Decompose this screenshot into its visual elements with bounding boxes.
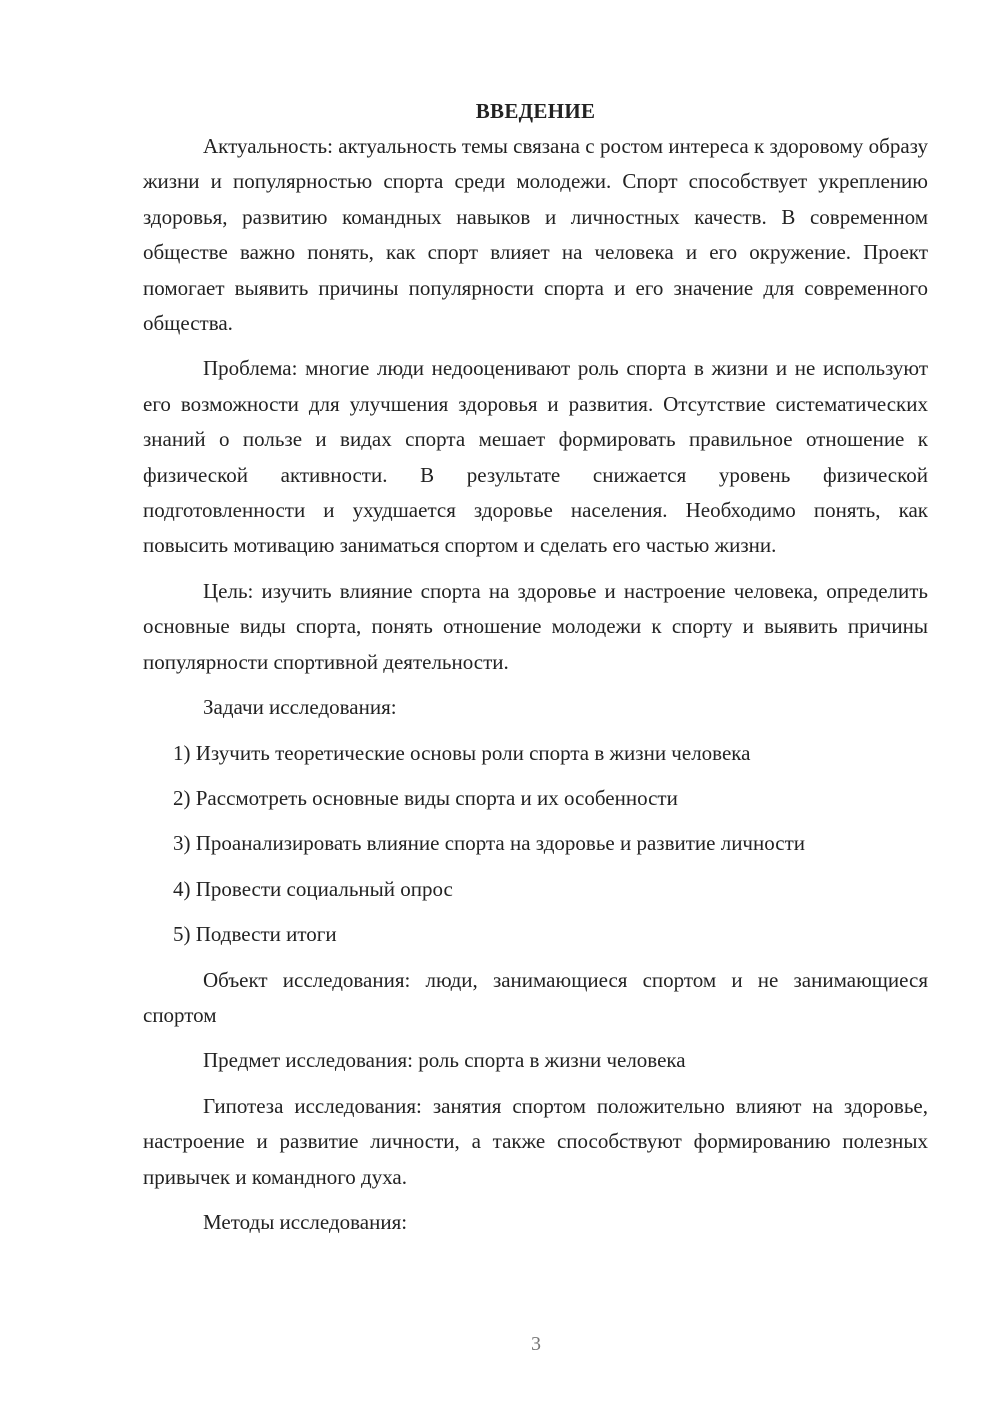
task-item: 2) Рассмотреть основные виды спорта и их особенности — [173, 785, 678, 810]
task-item: 1) Изучить теоретические основы роли спорта в жизни человека — [173, 740, 751, 765]
goal-paragraph: Цель: изучить влияние спорта на здоровье и настроение человека, определить основные виды спорта, понять отношение молодежи к спорту и выявить причины популярности спортивной деятельности. — [143, 578, 928, 674]
tasks-heading: Задачи исследования: — [203, 695, 397, 720]
task-item: 5) Подвести итоги — [173, 922, 337, 947]
methods-heading: Методы исследования: — [203, 1209, 408, 1234]
problem-paragraph: Проблема: многие люди недооценивают роль спорта в жизни и не используют его возможности для улучшения здоровья и развития. Отсутствие систематических знаний о пользе и видах спорта мешает формировать правильное отношение к физической активности. В результате снижается уровень физической подготовленности и ухудшается здоровье населения. Необходимо понять, как повысить мотивацию заниматься спортом и сделать его частью жизни. — [143, 356, 928, 558]
page-number: 3 — [531, 1333, 541, 1355]
document-page — [143, 96, 928, 1250]
hypothesis-paragraph: Гипотеза исследования: занятия спортом положительно влияют на здоровье, настроение и развитие личности, а также способствуют формированию полезных привычек и командного духа. — [143, 1093, 928, 1189]
object-paragraph: Объект исследования: люди, занимающиеся спортом и не занимающиеся спортом — [143, 967, 928, 1027]
page-title: ВВЕДЕНИЕ — [475, 99, 596, 123]
task-item: 3) Проанализировать влияние спорта на здоровье и развитие личности — [173, 831, 805, 856]
relevance-paragraph: Актуальность: актуальность темы связана с ростом интереса к здоровому образу жизни и популярностью спорта среди молодежи. Спорт способствует укреплению здоровья, развитию командных навыков и личностных качеств. В современном обществе важно понять, как спорт влияет на человека и его окружение. Проект помогает выявить причины популярности спорта и его значение для современного общества. — [143, 134, 928, 336]
tasks-list — [143, 736, 928, 953]
task-item: 4) Провести социальный опрос — [173, 876, 453, 901]
subject-paragraph: Предмет исследования: роль спорта в жизни человека — [203, 1048, 686, 1073]
